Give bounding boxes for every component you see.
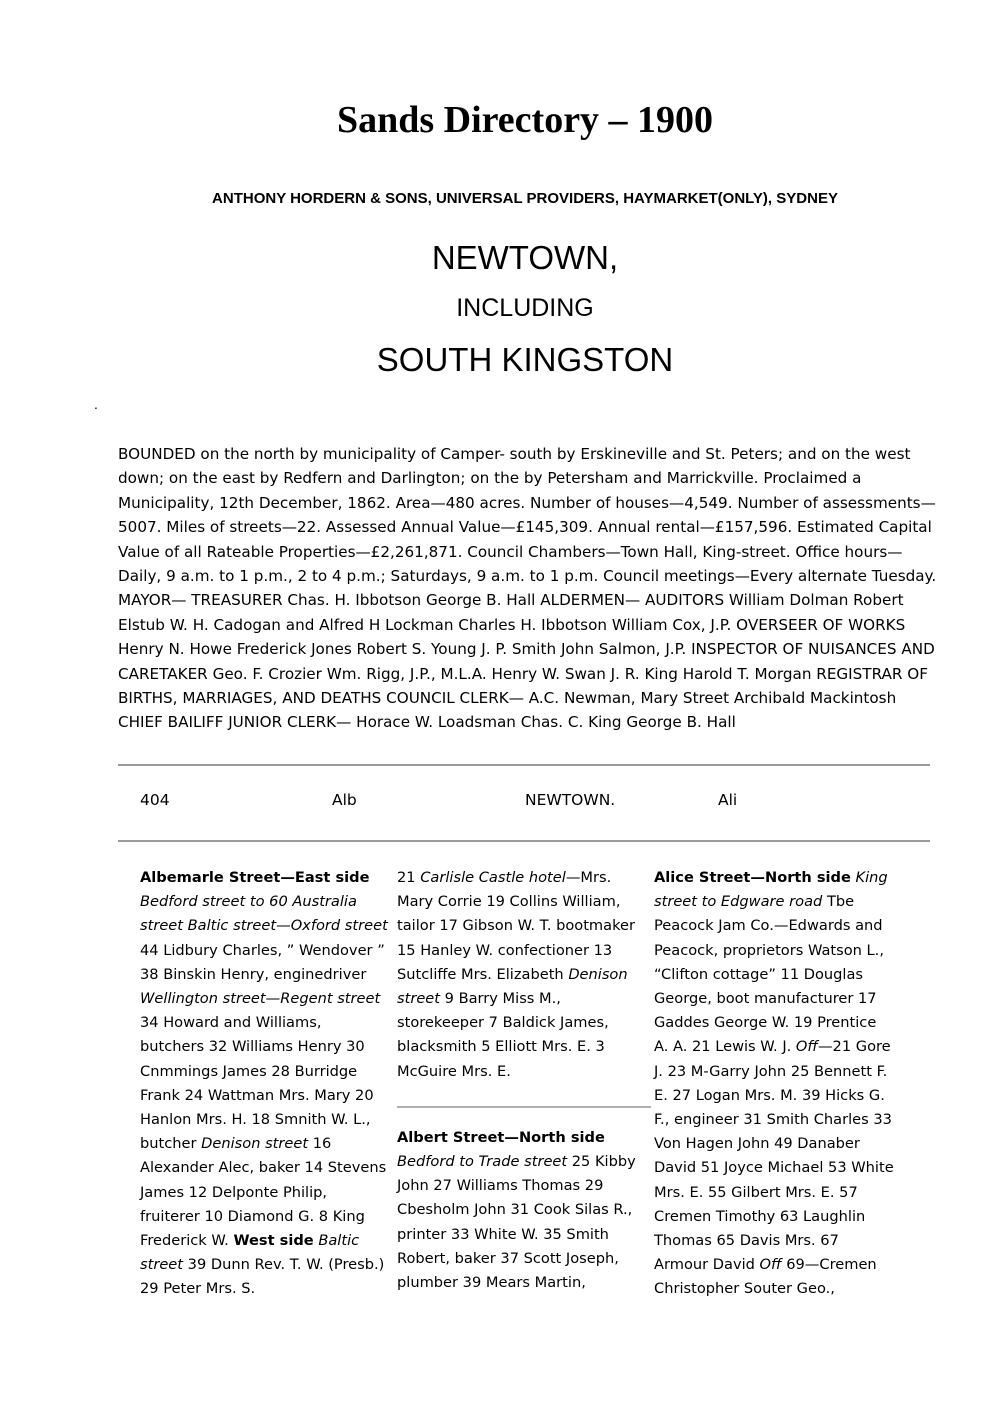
off-marker: Off bbox=[759, 1256, 782, 1274]
residents: 21 bbox=[397, 869, 416, 886]
residents: 9 Barry Miss M., storekeeper 7 Baldick James, blacksmith 5 Elliott Mrs. E. 3 McGuire Mrs. E. bbox=[397, 990, 609, 1080]
directory-column-2 bbox=[397, 866, 642, 1295]
advertisement-line: ANTHONY HORDERN & SONS, UNIVERSAL PROVIDERS, HAYMARKET(ONLY), SYDNEY bbox=[212, 190, 838, 207]
residents: 25 Kibby John 27 Williams Thomas 29 Cbesholm John 31 Cook Silas R., printer 33 White W. 35 Smith Robert, baker 37 Scott Joseph, plumber 39 Mears Martin, bbox=[397, 1153, 636, 1292]
directory-entry bbox=[397, 1126, 642, 1295]
business-name: Carlisle Castle hotel bbox=[420, 869, 566, 886]
cross-street: Wellington street—Regent street bbox=[140, 990, 381, 1008]
place-subheading-including: INCLUDING bbox=[456, 294, 594, 322]
residents: —Mrs. Mary Corrie 19 Collins William, tailor 17 Gibson W. T. bootmaker 15 Hanley W. confectioner 13 Sutcliffe Mrs. Elizabeth bbox=[397, 869, 636, 983]
street-range: Bedford to Trade street bbox=[397, 1153, 568, 1171]
page-title: Sands Directory – 1900 bbox=[336, 99, 714, 141]
directory-entry bbox=[397, 866, 642, 1084]
street-heading: Albemarle Street—East side bbox=[140, 869, 370, 886]
street-range: Bedford street to 60 Australia street Baltic street—Oxford street bbox=[140, 893, 388, 935]
residents: 44 Lidbury Charles, ” Wendover ” 38 Binskin Henry, enginedriver bbox=[140, 941, 385, 983]
directory-column-3 bbox=[654, 866, 894, 1302]
page-number: 404 bbox=[140, 791, 170, 809]
running-head-first-word: Alb bbox=[332, 791, 357, 809]
residents: 16 Alexander Alec, baker 14 Stevens James 12 Delponte Philip, fruiterer 10 Diamond G. 8 King Frederick W. bbox=[140, 1135, 387, 1250]
residents: Tbe Peacock Jam Co.—Edwards and Peacock, proprietors Watson L., “Clifton cottage” 11 Douglas George, boot manufacturer 17 Gaddes George W. 19 Prentice A. A. 21 Lewis W. J. bbox=[654, 893, 884, 1056]
residents: 34 Howard and Williams, butchers 32 Williams Henry 30 Cnmmings James 28 Burridge Frank 24 Wattman Mrs. Mary 20 Hanlon Mrs. H. 18 Smnith W. L., butcher bbox=[140, 1014, 374, 1153]
residents: 39 Dunn Rev. T. W. (Presb.) 29 Peter Mrs. S. bbox=[140, 1256, 385, 1298]
stray-mark: . bbox=[94, 396, 98, 412]
top-rule bbox=[118, 764, 930, 766]
municipality-description bbox=[118, 442, 938, 735]
place-heading: NEWTOWN, bbox=[431, 239, 619, 276]
header-bottom-rule bbox=[118, 840, 930, 842]
off-marker: Off bbox=[795, 1038, 818, 1056]
cross-street: Denison street bbox=[397, 965, 628, 1008]
column-divider bbox=[397, 1106, 651, 1108]
running-head-last-word: Ali bbox=[718, 791, 738, 809]
street-heading: Albert Street—North side bbox=[397, 1128, 605, 1146]
intro-paragraph: BOUNDED on the north by municipality of Camper- south by Erskineville and St. Peters; and on the west down; on the east by Redfern and Darlington; on the by Petersham and Marrickville. Proclaimed a Municipality, 12th December, 1862. Area—480 acres. Number of houses—4,549. Number of assessments—5007. Miles of streets—22. Assessed Annual Value—£145,309. Annual rental—£157,596. Estimated Capital Value of all Rateable Properties—£2,261,871. Council Chambers—Town Hall, King-street. Office hours—Daily, 9 a.m. to 1 p.m., 2 to 4 p.m.; Saturdays, 9 a.m. to 1 p.m. Council meetings—Every alternate Tuesday. MAYOR— TREASURER Chas. H. Ibbotson George B. Hall ALDERMEN— AUDITORS William Dolman Robert Elstub W. H. Cadogan and Alfred H Lockman Charles H. Ibbotson William Cox, J.P. OVERSEER OF WORKS Henry N. Howe Frederick Jones Robert S. Young J. P. Smith John Salmon, J.P. INSPECTOR OF NUISANCES AND CARETAKER Geo. F. Crozier Wm. Rigg, J.P., M.L.A. Henry W. Swan J. R. King Harold T. Morgan REGISTRAR OF BIRTHS, MARRIAGES, AND DEATHS COUNCIL CLERK— A.C. Newman, Mary Street Archibald Mackintosh CHIEF BAILIFF JUNIOR CLERK— Horace W. Loadsman Chas. C. King George B. Hall bbox=[118, 445, 937, 732]
street-side-heading: West side bbox=[233, 1232, 314, 1250]
running-head-section: NEWTOWN. bbox=[525, 791, 616, 809]
cross-street: Denison street bbox=[201, 1135, 309, 1153]
street-heading: Alice Street—North side bbox=[654, 869, 851, 886]
street-range: King street to Edgware road bbox=[654, 869, 888, 911]
directory-column-1 bbox=[140, 866, 388, 1302]
residents: 69—Cremen Christopher Souter Geo., bbox=[654, 1256, 877, 1298]
directory-entry bbox=[140, 866, 388, 1302]
cross-street: Baltic street bbox=[140, 1232, 360, 1274]
directory-entry bbox=[654, 866, 894, 1302]
place-subheading-south-kingston: SOUTH KINGSTON bbox=[376, 341, 674, 378]
residents: —21 Gore J. 23 M-Garry John 25 Bennett F. E. 27 Logan Mrs. M. 39 Hicks G. F., engineer 31 Smith Charles 33 Von Hagen John 49 Danaber David 51 Joyce Michael 53 White Mrs. E. 55 Gilbert Mrs. E. 57 Cremen Timothy 63 Laughlin Thomas 65 Davis Mrs. 67 Armour David bbox=[654, 1038, 894, 1274]
